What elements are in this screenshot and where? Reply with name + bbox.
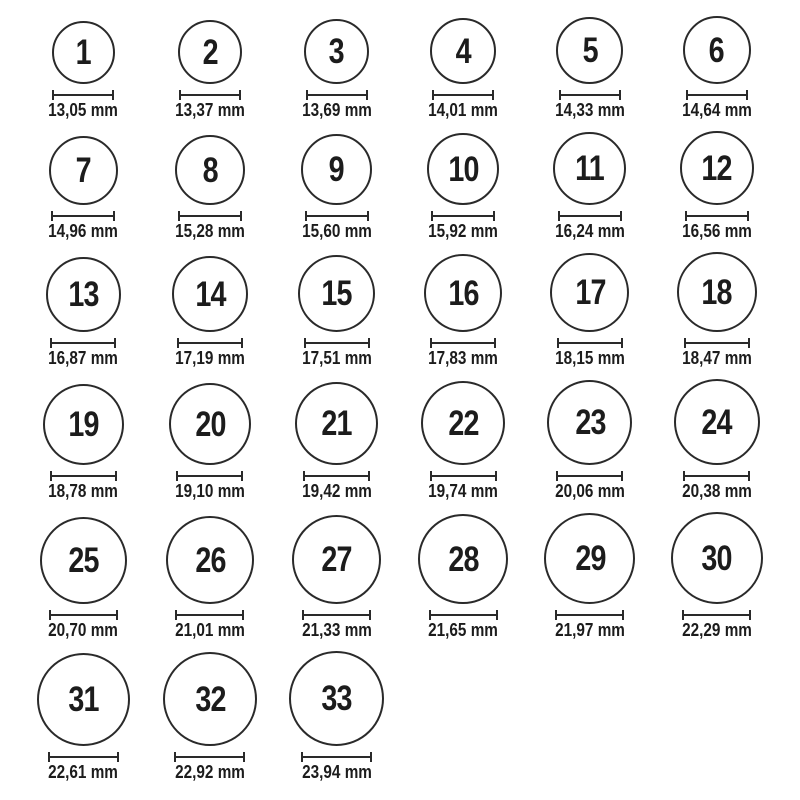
ring-circle <box>418 514 508 604</box>
ring-circle <box>677 252 757 332</box>
diameter-dimension-line <box>50 471 117 481</box>
diameter-label: 14,33 mm <box>555 100 625 120</box>
ring-size-item <box>527 253 654 367</box>
ring-circle <box>304 19 369 84</box>
diameter-dimension-line <box>49 610 118 620</box>
ring-circle <box>289 651 384 746</box>
ring-size-item <box>653 512 780 639</box>
diameter-label: 18,15 mm <box>555 348 625 368</box>
diameter-label: 22,61 mm <box>48 762 119 782</box>
ring-circle <box>553 132 626 205</box>
diameter-label: 15,28 mm <box>175 221 245 241</box>
ring-circle <box>52 21 115 84</box>
ring-size-number: 21 <box>321 404 352 443</box>
ring-size-row <box>20 16 780 119</box>
ring-circle <box>301 134 372 205</box>
diameter-dimension-line <box>430 471 497 481</box>
diameter-dimension-line <box>682 610 751 620</box>
ring-circle <box>43 384 124 465</box>
ring-size-item <box>400 133 527 240</box>
ring-circle <box>46 257 121 332</box>
ring-size-number: 29 <box>574 539 606 578</box>
diameter-label: 19,74 mm <box>428 481 499 501</box>
ring-size-item <box>527 513 654 639</box>
diameter-dimension-line <box>430 338 496 348</box>
diameter-dimension-line <box>175 610 244 620</box>
diameter-label: 21,65 mm <box>428 620 499 640</box>
ring-size-number: 33 <box>321 679 352 718</box>
ring-circle <box>178 20 242 84</box>
diameter-dimension-line <box>432 90 494 100</box>
ring-size-number: 18 <box>701 272 732 312</box>
ring-size-number: 24 <box>701 402 732 442</box>
diameter-dimension-line <box>556 471 623 481</box>
ring-size-item <box>527 17 654 119</box>
ring-circle <box>430 18 496 84</box>
diameter-label: 15,92 mm <box>428 221 499 241</box>
ring-size-number: 25 <box>68 541 99 580</box>
ring-size-item <box>147 256 274 367</box>
ring-size-number: 22 <box>448 403 479 443</box>
ring-size-item <box>400 18 527 119</box>
ring-size-item <box>20 136 147 240</box>
ring-size-number: 30 <box>701 538 732 578</box>
ring-size-item <box>20 384 147 500</box>
ring-circle <box>37 653 130 746</box>
diameter-label: 18,78 mm <box>48 481 119 501</box>
ring-size-item <box>20 517 147 639</box>
diameter-dimension-line <box>555 610 624 620</box>
diameter-dimension-line <box>301 752 372 762</box>
ring-size-number: 28 <box>448 539 479 579</box>
ring-size-number: 10 <box>448 149 479 189</box>
ring-size-number: 20 <box>194 404 226 444</box>
ring-circle <box>547 380 632 465</box>
diameter-dimension-line <box>177 338 243 348</box>
ring-circle <box>295 382 378 465</box>
diameter-dimension-line <box>50 338 116 348</box>
diameter-dimension-line <box>305 211 369 221</box>
ring-size-item <box>273 134 400 240</box>
ring-size-item <box>273 515 400 639</box>
ring-size-item <box>653 131 780 240</box>
ring-size-row <box>20 379 780 500</box>
diameter-dimension-line <box>559 90 621 100</box>
diameter-dimension-line <box>48 752 119 762</box>
ring-size-item <box>273 255 400 367</box>
ring-size-number: 14 <box>194 274 226 314</box>
ring-size-item <box>527 132 654 240</box>
ring-size-item <box>273 382 400 500</box>
diameter-label: 17,83 mm <box>428 348 499 368</box>
diameter-dimension-line <box>302 610 371 620</box>
diameter-label: 13,37 mm <box>175 100 245 120</box>
diameter-label: 13,69 mm <box>301 100 372 120</box>
ring-size-item <box>147 135 274 240</box>
ring-size-number: 8 <box>202 150 218 190</box>
diameter-label: 19,42 mm <box>301 481 372 501</box>
ring-size-number: 32 <box>194 679 226 719</box>
ring-circle <box>683 16 751 84</box>
ring-circle <box>424 254 502 332</box>
diameter-dimension-line <box>306 90 368 100</box>
diameter-label: 20,38 mm <box>681 481 752 501</box>
ring-size-number: 23 <box>574 403 606 442</box>
ring-size-item <box>653 379 780 500</box>
ring-size-number: 11 <box>575 149 605 188</box>
diameter-label: 21,33 mm <box>301 620 372 640</box>
diameter-label: 22,92 mm <box>175 762 245 782</box>
diameter-dimension-line <box>304 338 370 348</box>
diameter-label: 14,96 mm <box>48 221 119 241</box>
ring-size-number: 15 <box>321 274 352 313</box>
diameter-dimension-line <box>683 471 750 481</box>
diameter-label: 16,24 mm <box>555 221 625 241</box>
diameter-label: 20,70 mm <box>48 620 119 640</box>
diameter-label: 23,94 mm <box>301 762 372 782</box>
diameter-dimension-line <box>558 211 622 221</box>
diameter-dimension-line <box>179 90 241 100</box>
ring-circle <box>680 131 754 205</box>
ring-size-item <box>527 380 654 500</box>
ring-circle <box>163 652 257 746</box>
diameter-label: 17,19 mm <box>175 348 245 368</box>
diameter-dimension-line <box>178 211 242 221</box>
diameter-label: 17,51 mm <box>301 348 372 368</box>
ring-size-number: 31 <box>68 680 99 719</box>
diameter-dimension-line <box>174 752 245 762</box>
ring-size-number: 5 <box>582 31 598 70</box>
ring-circle <box>427 133 499 205</box>
ring-circle <box>550 253 629 332</box>
ring-circle <box>40 517 127 604</box>
diameter-dimension-line <box>686 90 748 100</box>
diameter-label: 16,56 mm <box>681 221 752 241</box>
ring-size-item <box>653 252 780 367</box>
ring-circle <box>298 255 375 332</box>
ring-size-item <box>400 254 527 367</box>
ring-circle <box>172 256 248 332</box>
ring-circle <box>169 383 251 465</box>
ring-size-number: 16 <box>448 273 479 313</box>
ring-circle <box>671 512 763 604</box>
ring-size-number: 1 <box>75 33 91 72</box>
ring-size-number: 27 <box>321 540 352 579</box>
ring-size-item <box>147 383 274 500</box>
ring-size-number: 19 <box>68 405 99 444</box>
ring-circle <box>175 135 245 205</box>
ring-circle <box>674 379 760 465</box>
ring-size-number: 26 <box>194 540 226 580</box>
diameter-label: 20,06 mm <box>555 481 625 501</box>
diameter-label: 21,01 mm <box>175 620 245 640</box>
diameter-dimension-line <box>51 211 115 221</box>
diameter-dimension-line <box>431 211 495 221</box>
ring-circle <box>556 17 623 84</box>
ring-size-item <box>653 16 780 119</box>
ring-size-item <box>20 257 147 367</box>
diameter-label: 22,29 mm <box>681 620 752 640</box>
ring-size-number: 7 <box>75 151 91 190</box>
ring-size-item <box>147 652 274 781</box>
diameter-label: 13,05 mm <box>48 100 119 120</box>
ring-size-item <box>400 514 527 639</box>
ring-circle <box>292 515 381 604</box>
ring-size-number: 17 <box>574 273 606 312</box>
ring-size-item <box>273 651 400 781</box>
diameter-dimension-line <box>429 610 498 620</box>
diameter-dimension-line <box>176 471 243 481</box>
diameter-dimension-line <box>303 471 370 481</box>
diameter-label: 18,47 mm <box>681 348 752 368</box>
ring-size-number: 12 <box>701 148 732 188</box>
ring-size-row <box>20 131 780 240</box>
diameter-label: 14,64 mm <box>681 100 752 120</box>
ring-size-item <box>400 381 527 500</box>
ring-circle <box>421 381 505 465</box>
ring-size-row <box>20 512 780 639</box>
diameter-dimension-line <box>52 90 114 100</box>
diameter-label: 21,97 mm <box>555 620 625 640</box>
diameter-dimension-line <box>684 338 750 348</box>
ring-size-item <box>273 19 400 119</box>
ring-size-item <box>147 20 274 119</box>
diameter-dimension-line <box>557 338 623 348</box>
ring-size-number: 2 <box>202 32 218 72</box>
diameter-label: 14,01 mm <box>428 100 499 120</box>
ring-size-row <box>20 252 780 367</box>
ring-size-number: 4 <box>455 31 471 71</box>
ring-size-number: 9 <box>329 150 345 189</box>
ring-size-item <box>20 21 147 119</box>
ring-size-number: 3 <box>329 32 345 71</box>
diameter-dimension-line <box>685 211 749 221</box>
diameter-label: 19,10 mm <box>175 481 245 501</box>
ring-size-item <box>20 653 147 781</box>
ring-size-number: 6 <box>709 30 725 70</box>
ring-size-item <box>147 516 274 639</box>
ring-circle <box>166 516 254 604</box>
ring-size-row <box>20 651 780 781</box>
ring-circle <box>544 513 635 604</box>
diameter-label: 16,87 mm <box>48 348 119 368</box>
ring-size-number: 13 <box>68 275 99 314</box>
ring-circle <box>49 136 118 205</box>
diameter-label: 15,60 mm <box>301 221 372 241</box>
